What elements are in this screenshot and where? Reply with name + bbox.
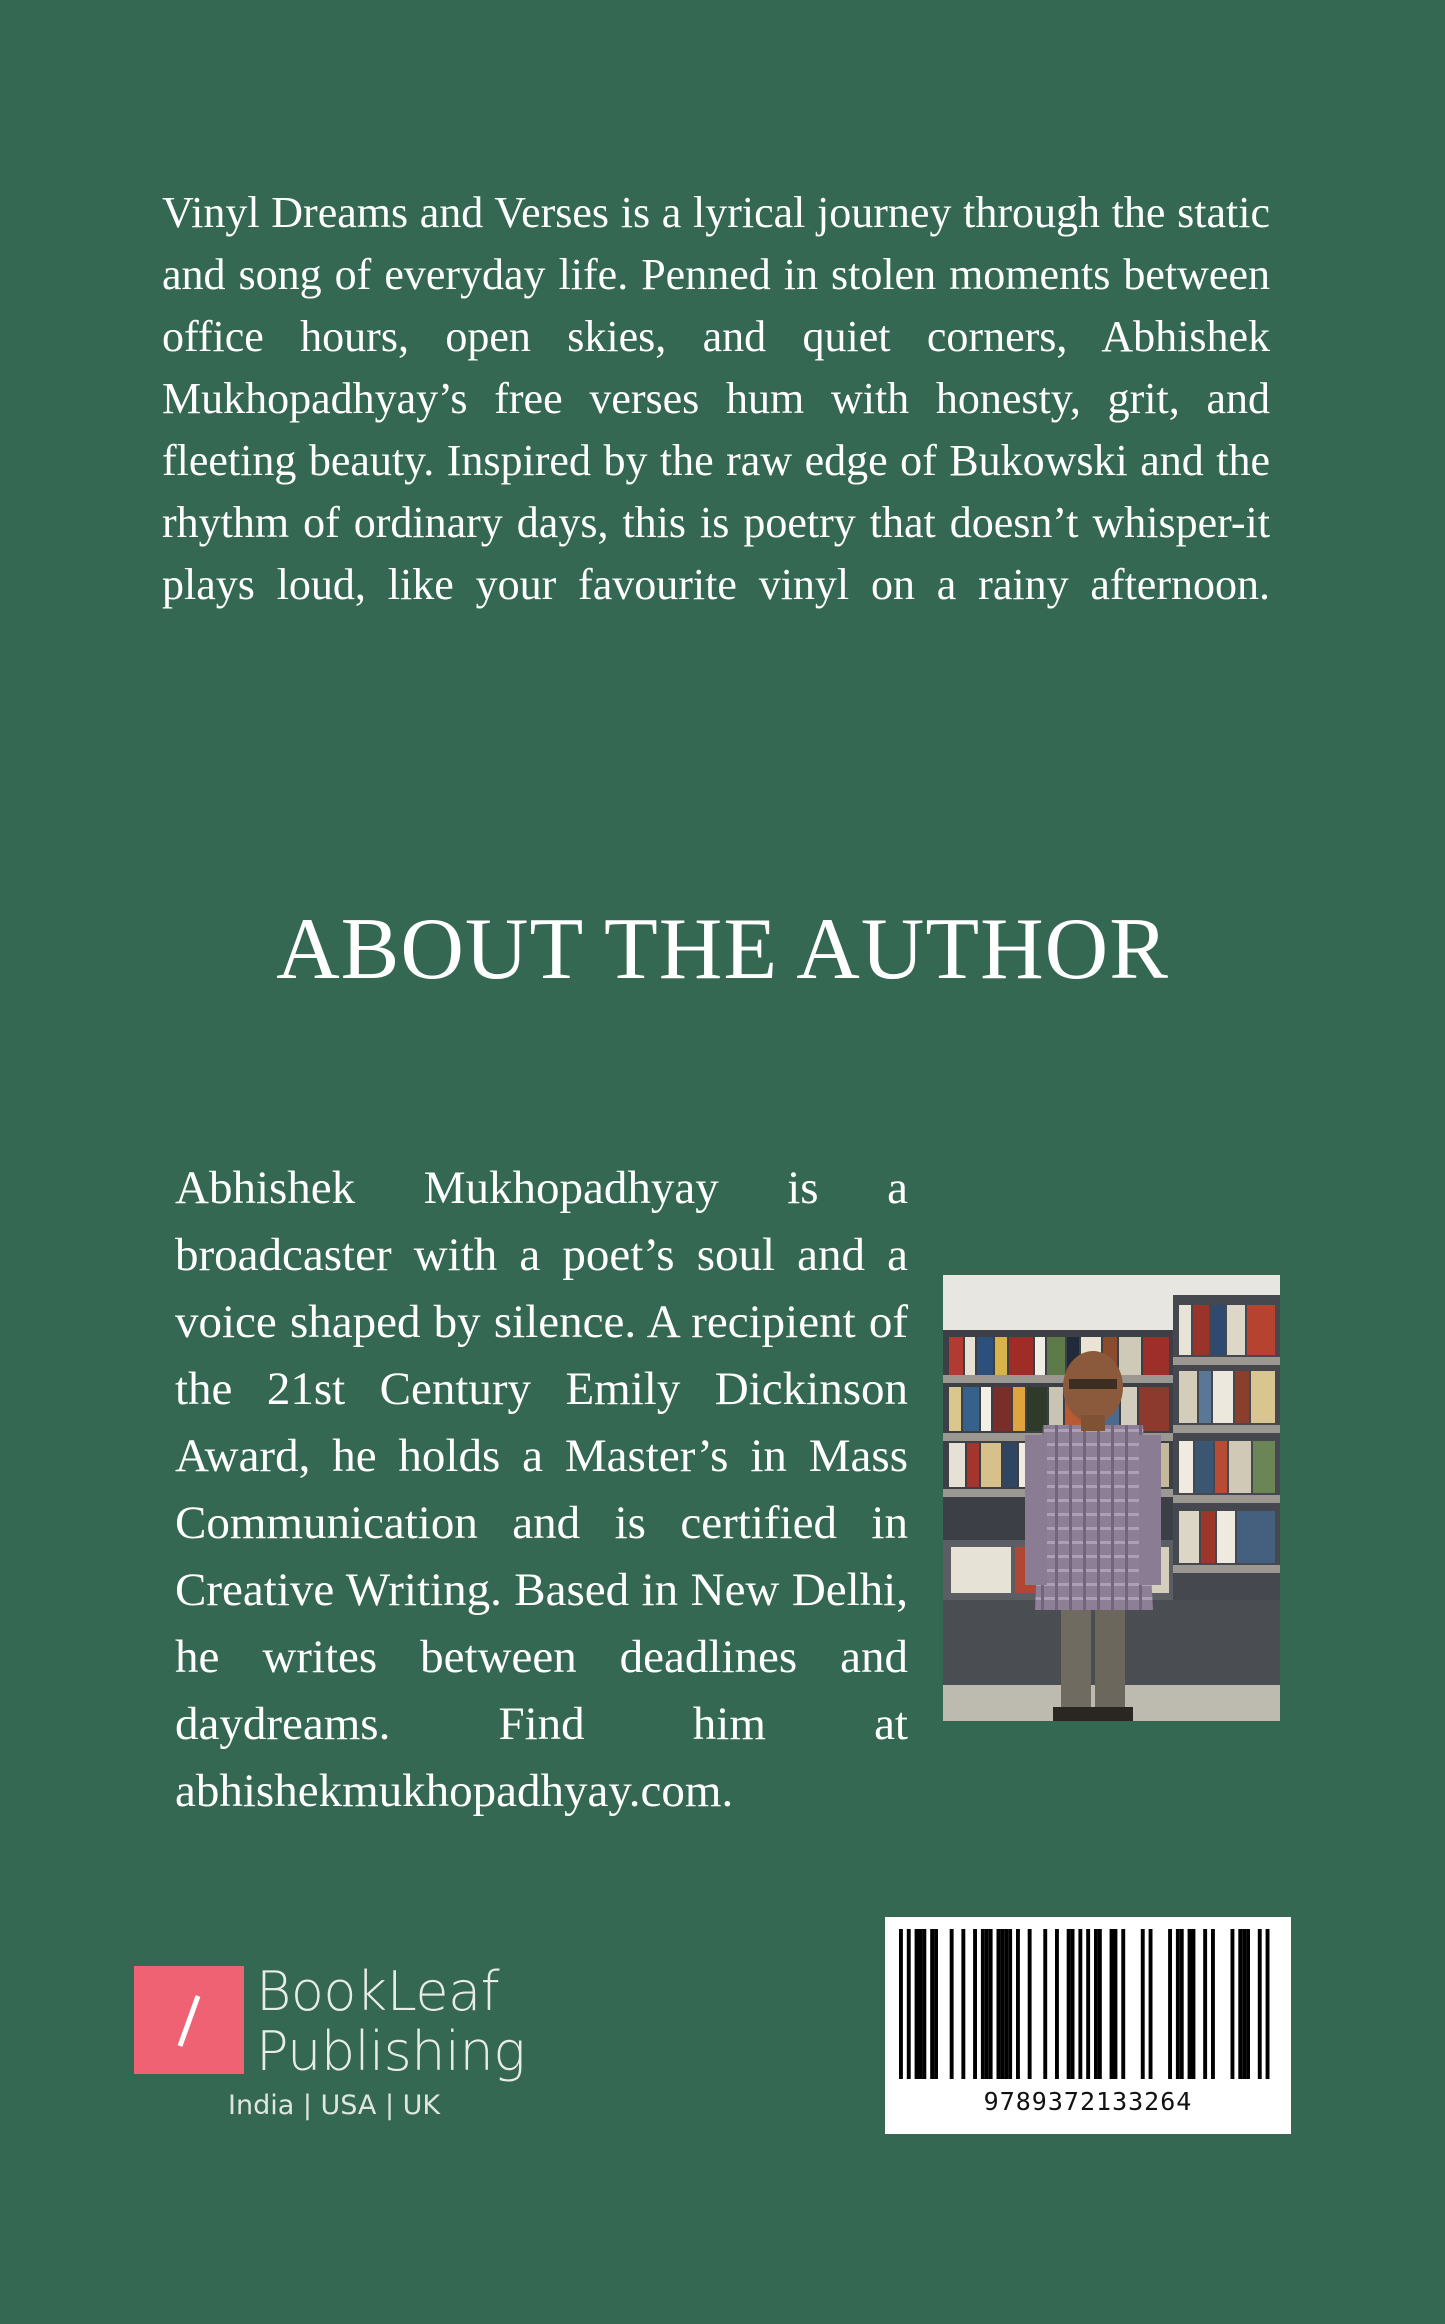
barcode-bar xyxy=(1266,1929,1270,2079)
barcode-bar xyxy=(950,1929,954,2079)
author-photo xyxy=(943,1275,1280,1721)
publisher-name xyxy=(256,1962,525,2082)
barcode-bar xyxy=(981,1929,985,2079)
barcode-bar xyxy=(930,1929,934,2079)
barcode-bar xyxy=(1211,1929,1215,2079)
barcode-bars xyxy=(885,1917,1291,2087)
barcode-bar xyxy=(919,1929,923,2079)
barcode-bar xyxy=(1043,1929,1047,2079)
barcode-bar xyxy=(1028,1929,1032,2079)
barcode-bar xyxy=(985,1929,989,2079)
barcode-bar xyxy=(922,1929,926,2079)
about-the-author-heading: ABOUT THE AUTHOR xyxy=(276,901,1169,998)
barcode-bar xyxy=(1000,1929,1004,2079)
barcode-bar xyxy=(1086,1929,1090,2079)
barcode-bar xyxy=(1004,1929,1008,2079)
barcode-bar xyxy=(1067,1929,1071,2079)
author-bio: Abhishek Mukhopadhyay is a broadcaster with a poet’s soul and a voice shaped by silence. A recipient of the 21st Century Emily Dickinson Award, he holds a Master’s in Mass Communication and is certified in Creative Writing. Based in New Delhi, he writes between deadlines and daydreams. Find him at abhishekmukhopadhyay.com. xyxy=(175,1162,908,1817)
barcode-bar xyxy=(1055,1929,1059,2079)
book-blurb: Vinyl Dreams and Verses is a lyrical journey through the static and song of everyday life. Penned in stolen moments between office hours, open skies, and quiet corners, Abhishek Mukhopadhyay’s free verses hum with honesty, grit, and fleeting beauty. Inspired by the raw edge of Bukowski and the rhythm of ordinary days, this is poetry that doesn’t whisper-it plays loud, like your favourite vinyl on a rainy afternoon. xyxy=(162,188,1270,609)
barcode-bar xyxy=(934,1929,938,2079)
barcode-bar xyxy=(1246,1929,1250,2079)
isbn-barcode xyxy=(885,1917,1291,2134)
barcode-bar xyxy=(1149,1929,1153,2079)
logo-slash-mark xyxy=(134,1966,244,2074)
barcode-bar xyxy=(1258,1929,1262,2079)
barcode-bar xyxy=(907,1929,911,2079)
barcode-bar xyxy=(1192,1929,1196,2079)
barcode-bar xyxy=(1078,1929,1082,2079)
isbn-number: 9789372133264 xyxy=(983,2087,1193,2116)
barcode-bar xyxy=(1098,1929,1102,2079)
barcode-bar xyxy=(1176,1929,1180,2079)
barcode-bar xyxy=(1094,1929,1098,2079)
barcode-bar xyxy=(899,1929,903,2079)
barcode-bar xyxy=(915,1929,919,2079)
barcode-bar xyxy=(1231,1929,1235,2079)
barcode-bar xyxy=(1114,1929,1118,2079)
publisher-logo xyxy=(134,1962,554,2132)
barcode-bar xyxy=(1008,1929,1012,2079)
barcode-bar xyxy=(973,1929,977,2079)
publisher-regions: India | USA | UK xyxy=(228,2090,441,2121)
publisher-name-line1: BookLeaf xyxy=(256,1960,500,2023)
barcode-bar xyxy=(1203,1929,1207,2079)
barcode-bar xyxy=(1121,1929,1125,2079)
publisher-name-line2: Publishing xyxy=(256,2020,526,2083)
barcode-bar xyxy=(961,1929,965,2079)
barcode-bar xyxy=(1110,1929,1114,2079)
barcode-bar xyxy=(1188,1929,1192,2079)
barcode-bar xyxy=(1168,1929,1172,2079)
barcode-bar xyxy=(1238,1929,1242,2079)
barcode-bar xyxy=(1141,1929,1145,2079)
barcode-bar xyxy=(1180,1929,1184,2079)
barcode-bar xyxy=(989,1929,993,2079)
barcode-bar xyxy=(997,1929,1001,2079)
barcode-bar xyxy=(1242,1929,1246,2079)
barcode-bar xyxy=(1071,1929,1075,2079)
barcode-bar xyxy=(1016,1929,1020,2079)
